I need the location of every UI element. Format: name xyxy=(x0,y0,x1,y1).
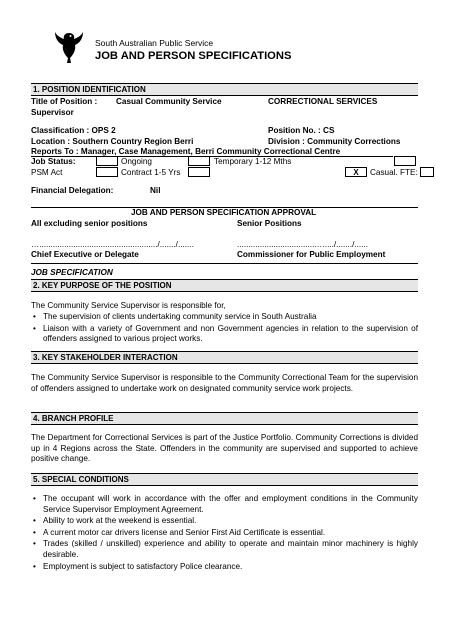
section-3-text: The Community Service Supervisor is responsible to the Community Correctional Team for the supervision of offenders assigned to undertake work on designated community service work projects. xyxy=(31,373,418,393)
financial-delegation-value: Nil xyxy=(150,186,161,195)
extra-checkbox[interactable] xyxy=(394,156,416,166)
section-4-text: The Department for Correctional Services is part of the Justice Portfolio. Community Corrections is divided up in 4 Regions across the State. Offenders in the community are supervised and supported to achieve positive change. xyxy=(31,433,418,464)
title-label: Title of Position : xyxy=(31,97,98,106)
financial-delegation-label: Financial Delegation: xyxy=(31,186,114,195)
list-item: • Employment is subject to satisfactory Police clearance. xyxy=(31,562,418,573)
section-2-intro: The Community Service Supervisor is responsible for, xyxy=(31,301,226,310)
approval-rule-bottom xyxy=(31,263,418,264)
casual-label: Casual. xyxy=(370,168,398,177)
approval-left-signatory: Chief Executive or Delegate xyxy=(31,250,139,259)
org-name: South Australian Public Service xyxy=(95,38,214,48)
psm-act-checkbox[interactable] xyxy=(96,167,118,177)
list-item: • The occupant will work in accordance with the offer and employment conditions in the Community Service Supervisor Employment Agreement. xyxy=(31,494,418,515)
fte-label: FTE: xyxy=(400,168,418,177)
job-status-label: Job Status: xyxy=(31,157,76,166)
approval-right-signatory: Commissioner for Public Employment xyxy=(237,250,386,259)
title-value: Casual Community Service xyxy=(116,97,222,106)
department: CORRECTIONAL SERVICES xyxy=(268,97,378,106)
list-item: • A current motor car drivers license and Senior First Aid Certificate is essential. xyxy=(31,528,418,539)
temporary-label: Temporary 1-12 Mths xyxy=(214,157,292,166)
section-5-list xyxy=(31,494,418,573)
section-5-heading: 5. SPECIAL CONDITIONS xyxy=(31,473,418,486)
division: Division : Community Corrections xyxy=(268,137,401,146)
classification: Classification : OPS 2 xyxy=(31,126,116,135)
reports-underline xyxy=(31,156,393,157)
location: Location : Southern Country Region Berri xyxy=(31,137,194,146)
approval-right-sub: Senior Positions xyxy=(237,219,302,228)
list-item: • Trades (skilled / unskilled) experience and ability to operate and maintain minor machinery is highly desirable. xyxy=(31,539,418,560)
approval-left-sub: All excluding senior positions xyxy=(31,219,148,228)
document-title: JOB AND PERSON SPECIFICATIONS xyxy=(95,50,292,62)
list-item: • Liaison with a variety of Government and non Government agencies in relation to the supervision of offenders assigned to various project works. xyxy=(31,324,418,345)
job-spec-heading: JOB SPECIFICATION xyxy=(31,268,113,277)
list-item: • Ability to work at the weekend is essential. xyxy=(31,516,418,527)
position-number: Position No. : CS xyxy=(268,126,335,135)
approval-right-signature-line: ...................................…..../......./...... xyxy=(237,240,369,249)
approval-left-signature-line: …..................................................../......./....... xyxy=(31,240,194,249)
title-value-cont: Supervisor xyxy=(31,108,74,117)
section-2-list xyxy=(31,312,418,346)
approval-heading: JOB AND PERSON SPECIFICATION APPROVAL xyxy=(131,208,317,217)
contract-label: Contract 1-5 Yrs xyxy=(121,168,181,177)
section-1-heading: 1. POSITION IDENTIFICATION xyxy=(31,83,418,96)
ongoing-checkbox[interactable] xyxy=(96,156,118,166)
temporary-checkbox[interactable] xyxy=(188,156,210,166)
section-4-heading: 4. BRANCH PROFILE xyxy=(31,412,418,425)
piping-shrike-logo xyxy=(54,30,84,64)
section-2-heading: 2. KEY PURPOSE OF THE POSITION xyxy=(31,279,418,292)
section-3-heading: 3. KEY STAKEHOLDER INTERACTION xyxy=(31,351,418,364)
reports-to: Reports To : Manager, Case Management, Berri Community Correctional Centre xyxy=(31,147,341,156)
list-item: • The supervision of clients undertaking community service in South Australia xyxy=(31,312,418,323)
psm-act-label: PSM Act xyxy=(31,168,63,177)
ongoing-label: Ongoing xyxy=(121,157,152,166)
fte-field[interactable] xyxy=(420,167,434,177)
casual-checkbox[interactable]: X xyxy=(345,167,367,177)
contract-checkbox[interactable] xyxy=(188,167,210,177)
